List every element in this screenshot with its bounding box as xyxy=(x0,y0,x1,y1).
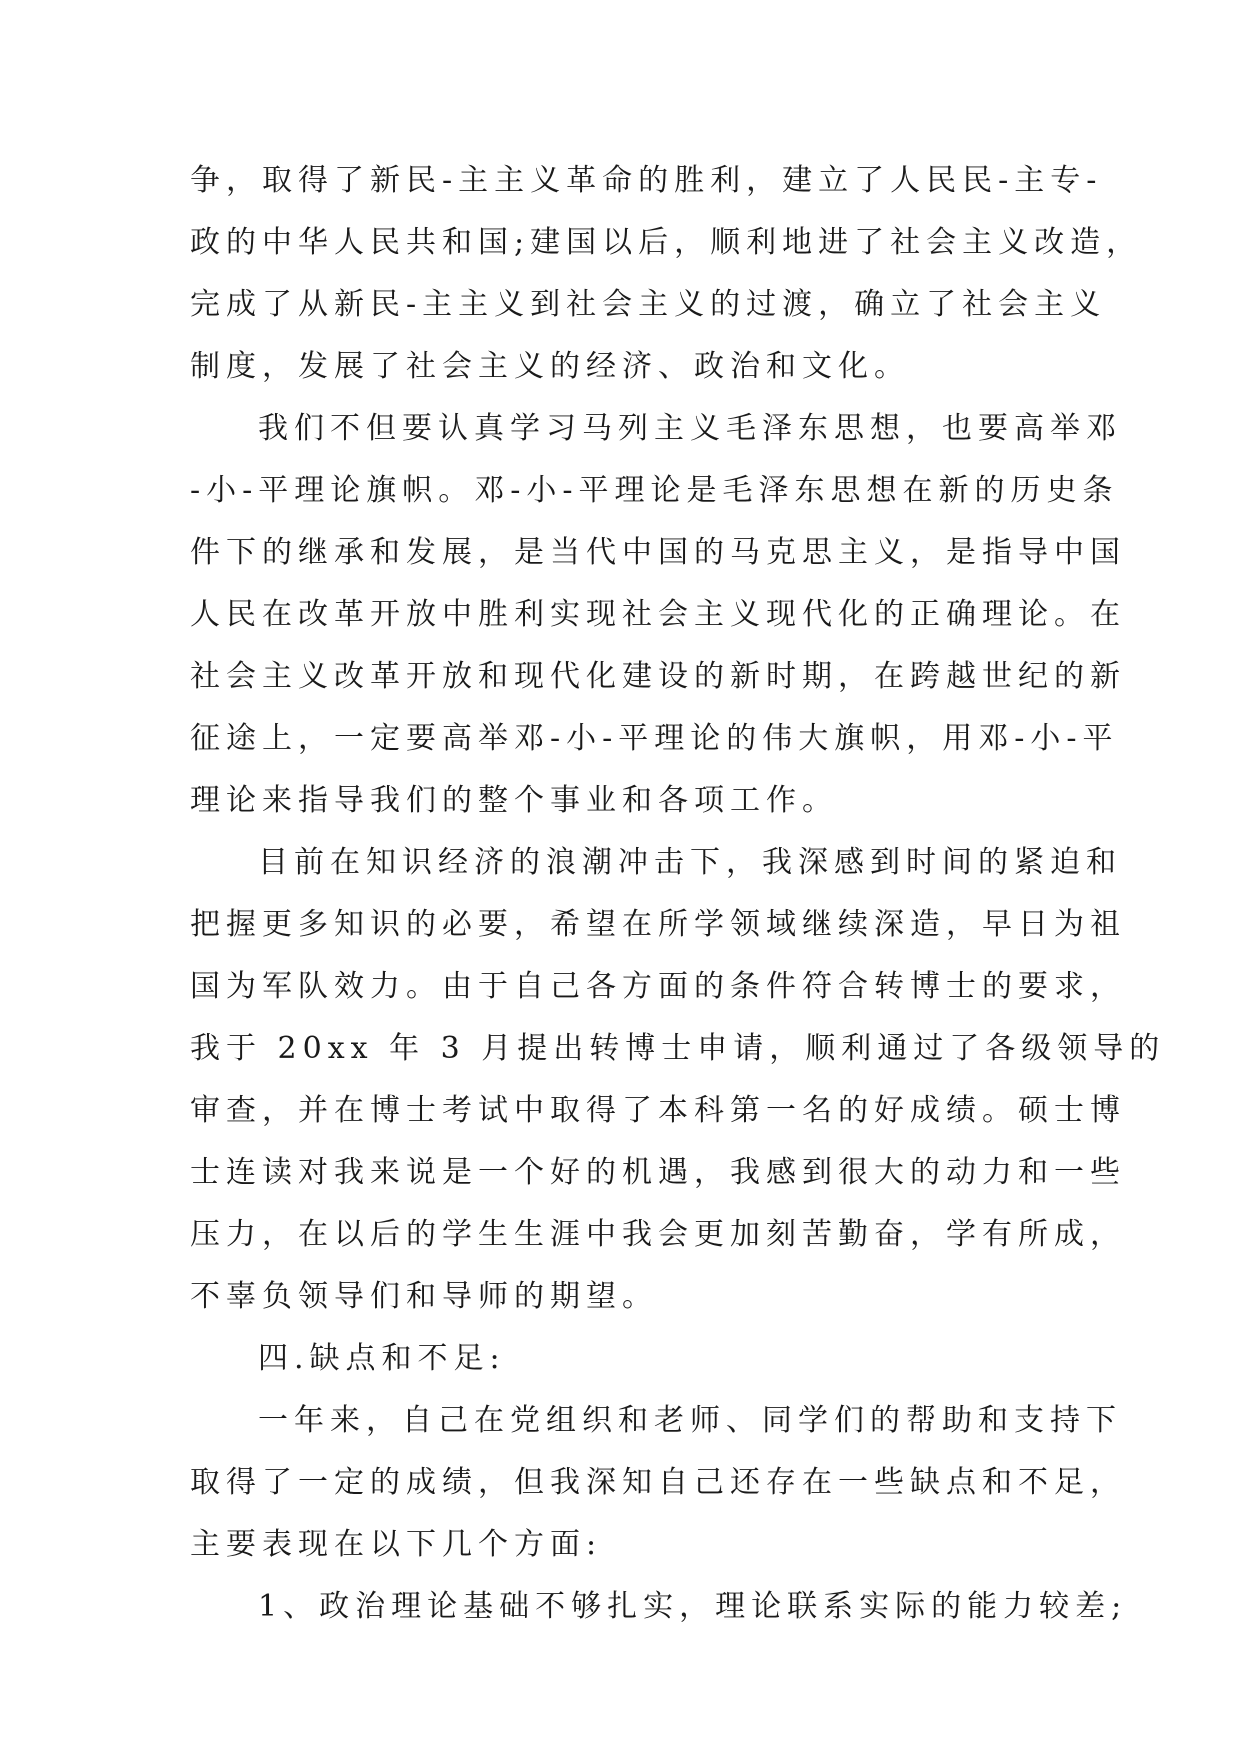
text-line: 国为军队效力。由于自己各方面的条件符合转博士的要求， xyxy=(190,969,1126,1004)
text-line: 人民在改革开放中胜利实现社会主义现代化的正确理论。在 xyxy=(190,597,1126,632)
paragraph-first-line: 一年来，自己在党组织和老师、同学们的帮助和支持下 xyxy=(258,1403,1122,1438)
text-line: 政的中华人民共和国;建国以后，顺利地进了社会主义改造， xyxy=(190,225,1143,260)
text-line: -小-平理论旗帜。邓-小-平理论是毛泽东思想在新的历史条 xyxy=(190,473,1119,508)
text-line: 征途上，一定要高举邓-小-平理论的伟大旗帜，用邓-小-平 xyxy=(190,721,1119,756)
text-line: 审查，并在博士考试中取得了本科第一名的好成绩。硕士博 xyxy=(190,1093,1126,1128)
text-line: 理论来指导我们的整个事业和各项工作。 xyxy=(190,783,838,818)
text-line: 完成了从新民-主主义到社会主义的过渡，确立了社会主义 xyxy=(190,287,1107,322)
paragraph-first-line: 目前在知识经济的浪潮冲击下，我深感到时间的紧迫和 xyxy=(258,845,1122,880)
text-line: 主要表现在以下几个方面: xyxy=(190,1527,603,1562)
section-heading: 四.缺点和不足: xyxy=(258,1341,506,1376)
paragraph-first-line: 我们不但要认真学习马列主义毛泽东思想，也要高举邓 xyxy=(258,411,1122,446)
text-line: 件下的继承和发展，是当代中国的马克思主义，是指导中国 xyxy=(190,535,1126,570)
text-line: 不辜负领导们和导师的期望。 xyxy=(190,1279,658,1314)
text-line: 压力，在以后的学生生涯中我会更加刻苦勤奋，学有所成， xyxy=(190,1217,1126,1252)
text-line: 我于 20xx 年 3 月提出转博士申请，顺利通过了各级领导的 xyxy=(190,1031,1166,1066)
text-line: 争，取得了新民-主主义革命的胜利，建立了人民民-主专- xyxy=(190,163,1103,198)
text-line: 把握更多知识的必要，希望在所学领域继续深造，早日为祖 xyxy=(190,907,1126,942)
text-line: 制度，发展了社会主义的经济、政治和文化。 xyxy=(190,349,910,384)
text-line: 社会主义改革开放和现代化建设的新时期，在跨越世纪的新 xyxy=(190,659,1126,694)
text-line: 士连读对我来说是一个好的机遇，我感到很大的动力和一些 xyxy=(190,1155,1126,1190)
list-item: 1、政治理论基础不够扎实，理论联系实际的能力较差; xyxy=(258,1589,1128,1624)
document-body xyxy=(190,150,1166,1638)
text-line: 取得了一定的成绩，但我深知自己还存在一些缺点和不足， xyxy=(190,1465,1126,1500)
